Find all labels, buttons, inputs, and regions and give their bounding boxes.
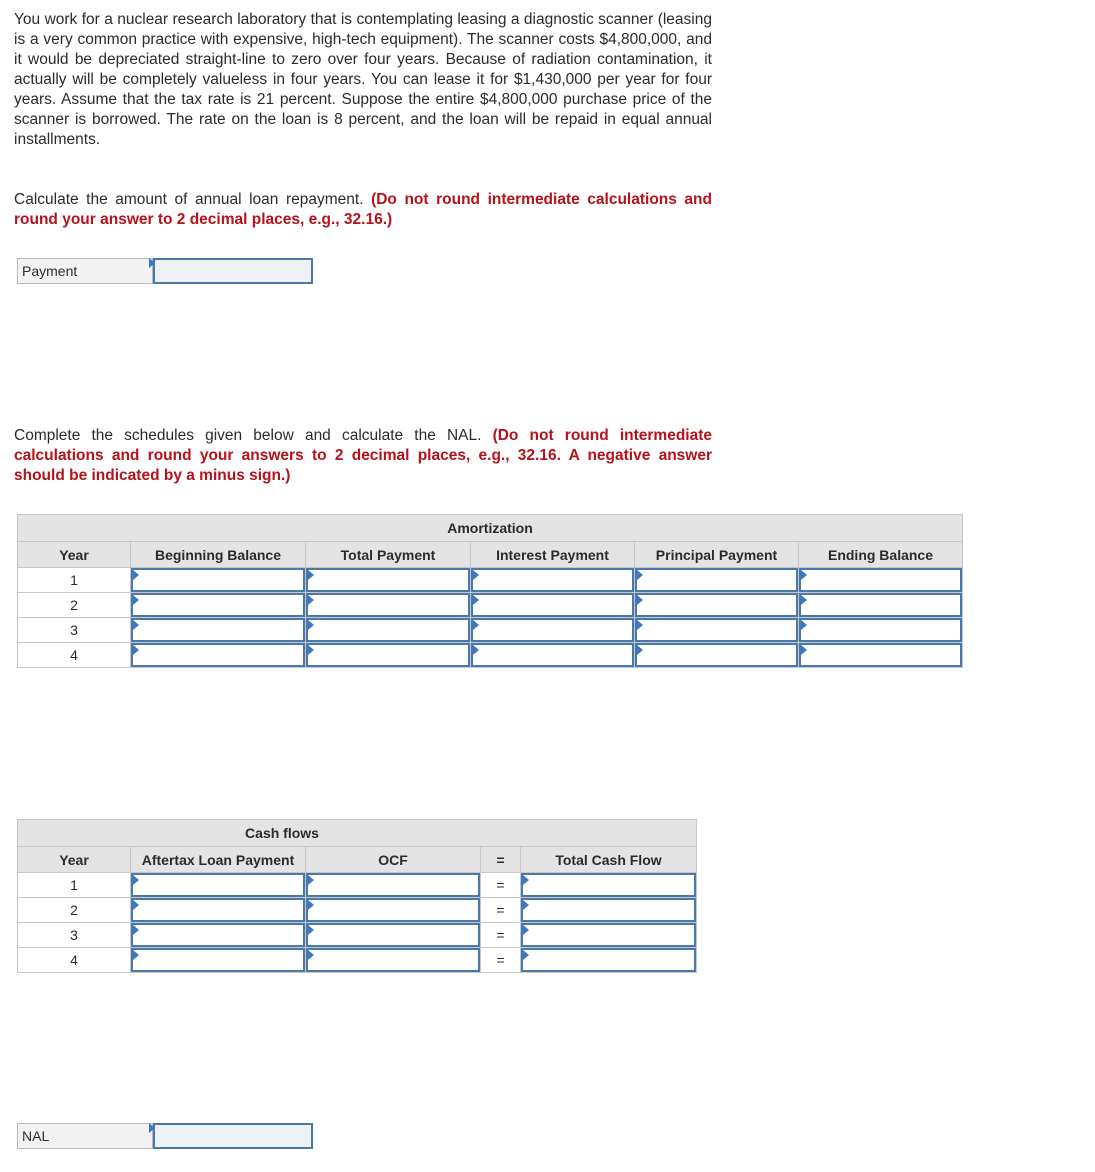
col-year: Year bbox=[18, 542, 131, 568]
total-payment-input[interactable] bbox=[306, 568, 470, 592]
interest-payment-input[interactable] bbox=[471, 618, 634, 642]
beginning-balance-input[interactable] bbox=[131, 593, 305, 617]
year-label: 1 bbox=[18, 873, 131, 898]
ocf-input[interactable] bbox=[306, 873, 480, 897]
total-cash-flow-input[interactable] bbox=[521, 898, 696, 922]
beginning-balance-input[interactable] bbox=[131, 643, 305, 667]
payment-input[interactable] bbox=[153, 258, 313, 284]
total-payment-input[interactable] bbox=[306, 643, 470, 667]
table-row bbox=[18, 618, 963, 643]
principal-payment-input[interactable] bbox=[635, 643, 798, 667]
amortization-title: Amortization bbox=[18, 515, 963, 542]
input-marker-icon bbox=[149, 1123, 155, 1133]
input-marker-icon bbox=[149, 258, 155, 268]
principal-payment-input[interactable] bbox=[635, 568, 798, 592]
total-payment-input[interactable] bbox=[306, 618, 470, 642]
ocf-input[interactable] bbox=[306, 923, 480, 947]
total-payment-input[interactable] bbox=[306, 593, 470, 617]
beginning-balance-input[interactable] bbox=[131, 618, 305, 642]
question-2-instruction: (Do not round intermediate calculations and round your answers to 2 decimal places, e.g., 32.16. A negative answer should be indicated by a minus sign.) bbox=[14, 427, 712, 484]
payment-row bbox=[17, 258, 313, 284]
col-ending-balance: Ending Balance bbox=[799, 542, 963, 568]
question-1-instruction: (Do not round intermediate calculations and round your answer to 2 decimal places, e.g., 32.16.) bbox=[14, 191, 712, 228]
question-2 bbox=[14, 426, 712, 486]
table-row bbox=[18, 643, 963, 668]
interest-payment-input[interactable] bbox=[471, 643, 634, 667]
nal-row bbox=[17, 1123, 313, 1149]
cash-flows-title: Cash flows bbox=[18, 820, 697, 847]
interest-payment-input[interactable] bbox=[471, 593, 634, 617]
beginning-balance-input[interactable] bbox=[131, 568, 305, 592]
year-label: 4 bbox=[18, 643, 131, 668]
col-ocf: OCF bbox=[306, 847, 481, 873]
table-row bbox=[18, 568, 963, 593]
year-label: 1 bbox=[18, 568, 131, 593]
equals-sign: = bbox=[481, 873, 521, 898]
year-label: 2 bbox=[18, 898, 131, 923]
question-1-text: Calculate the amount of annual loan repayment. bbox=[14, 191, 364, 208]
table-row bbox=[18, 898, 697, 923]
total-cash-flow-input[interactable] bbox=[521, 948, 696, 972]
total-cash-flow-input[interactable] bbox=[521, 873, 696, 897]
payment-label: Payment bbox=[17, 258, 153, 284]
col-beginning-balance: Beginning Balance bbox=[131, 542, 306, 568]
year-label: 2 bbox=[18, 593, 131, 618]
equals-sign: = bbox=[481, 923, 521, 948]
aftertax-loan-payment-input[interactable] bbox=[131, 873, 305, 897]
principal-payment-input[interactable] bbox=[635, 593, 798, 617]
question-1 bbox=[14, 190, 712, 230]
col-aftertax-loan-payment: Aftertax Loan Payment bbox=[131, 847, 306, 873]
table-row bbox=[18, 873, 697, 898]
question-2-text: Complete the schedules given below and calculate the NAL. bbox=[14, 427, 482, 444]
ocf-input[interactable] bbox=[306, 898, 480, 922]
aftertax-loan-payment-input[interactable] bbox=[131, 948, 305, 972]
col-interest-payment: Interest Payment bbox=[471, 542, 635, 568]
table-row bbox=[18, 923, 697, 948]
ending-balance-input[interactable] bbox=[799, 593, 962, 617]
year-label: 3 bbox=[18, 923, 131, 948]
col-year: Year bbox=[18, 847, 131, 873]
cash-flows-table bbox=[17, 819, 697, 973]
year-label: 3 bbox=[18, 618, 131, 643]
ocf-input[interactable] bbox=[306, 948, 480, 972]
aftertax-loan-payment-input[interactable] bbox=[131, 923, 305, 947]
problem-statement: You work for a nuclear research laboratory that is contemplating leasing a diagnostic scanner (leasing is a very common practice with expensive, high-tech equipment). The scanner costs $4,800,000, and it would be depreciated straight-line to zero over four years. Because of radiation contamination, it actually will be completely valueless in four years. You can lease it for $1,430,000 per year for four years. Assume that the tax rate is 21 percent. Suppose the entire $4,800,000 purchase price of the scanner is borrowed. The rate on the loan is 8 percent, and the loan will be repaid in equal annual installments. bbox=[14, 11, 712, 148]
principal-payment-input[interactable] bbox=[635, 618, 798, 642]
table-row bbox=[18, 948, 697, 973]
amortization-table bbox=[17, 514, 963, 668]
ending-balance-input[interactable] bbox=[799, 568, 962, 592]
aftertax-loan-payment-input[interactable] bbox=[131, 898, 305, 922]
total-cash-flow-input[interactable] bbox=[521, 923, 696, 947]
col-total-payment: Total Payment bbox=[306, 542, 471, 568]
col-equals: = bbox=[481, 847, 521, 873]
col-total-cash-flow: Total Cash Flow bbox=[521, 847, 697, 873]
equals-sign: = bbox=[481, 948, 521, 973]
ending-balance-input[interactable] bbox=[799, 643, 962, 667]
interest-payment-input[interactable] bbox=[471, 568, 634, 592]
table-row bbox=[18, 593, 963, 618]
ending-balance-input[interactable] bbox=[799, 618, 962, 642]
year-label: 4 bbox=[18, 948, 131, 973]
nal-input[interactable] bbox=[153, 1123, 313, 1149]
equals-sign: = bbox=[481, 898, 521, 923]
nal-label: NAL bbox=[17, 1123, 153, 1149]
col-principal-payment: Principal Payment bbox=[635, 542, 799, 568]
